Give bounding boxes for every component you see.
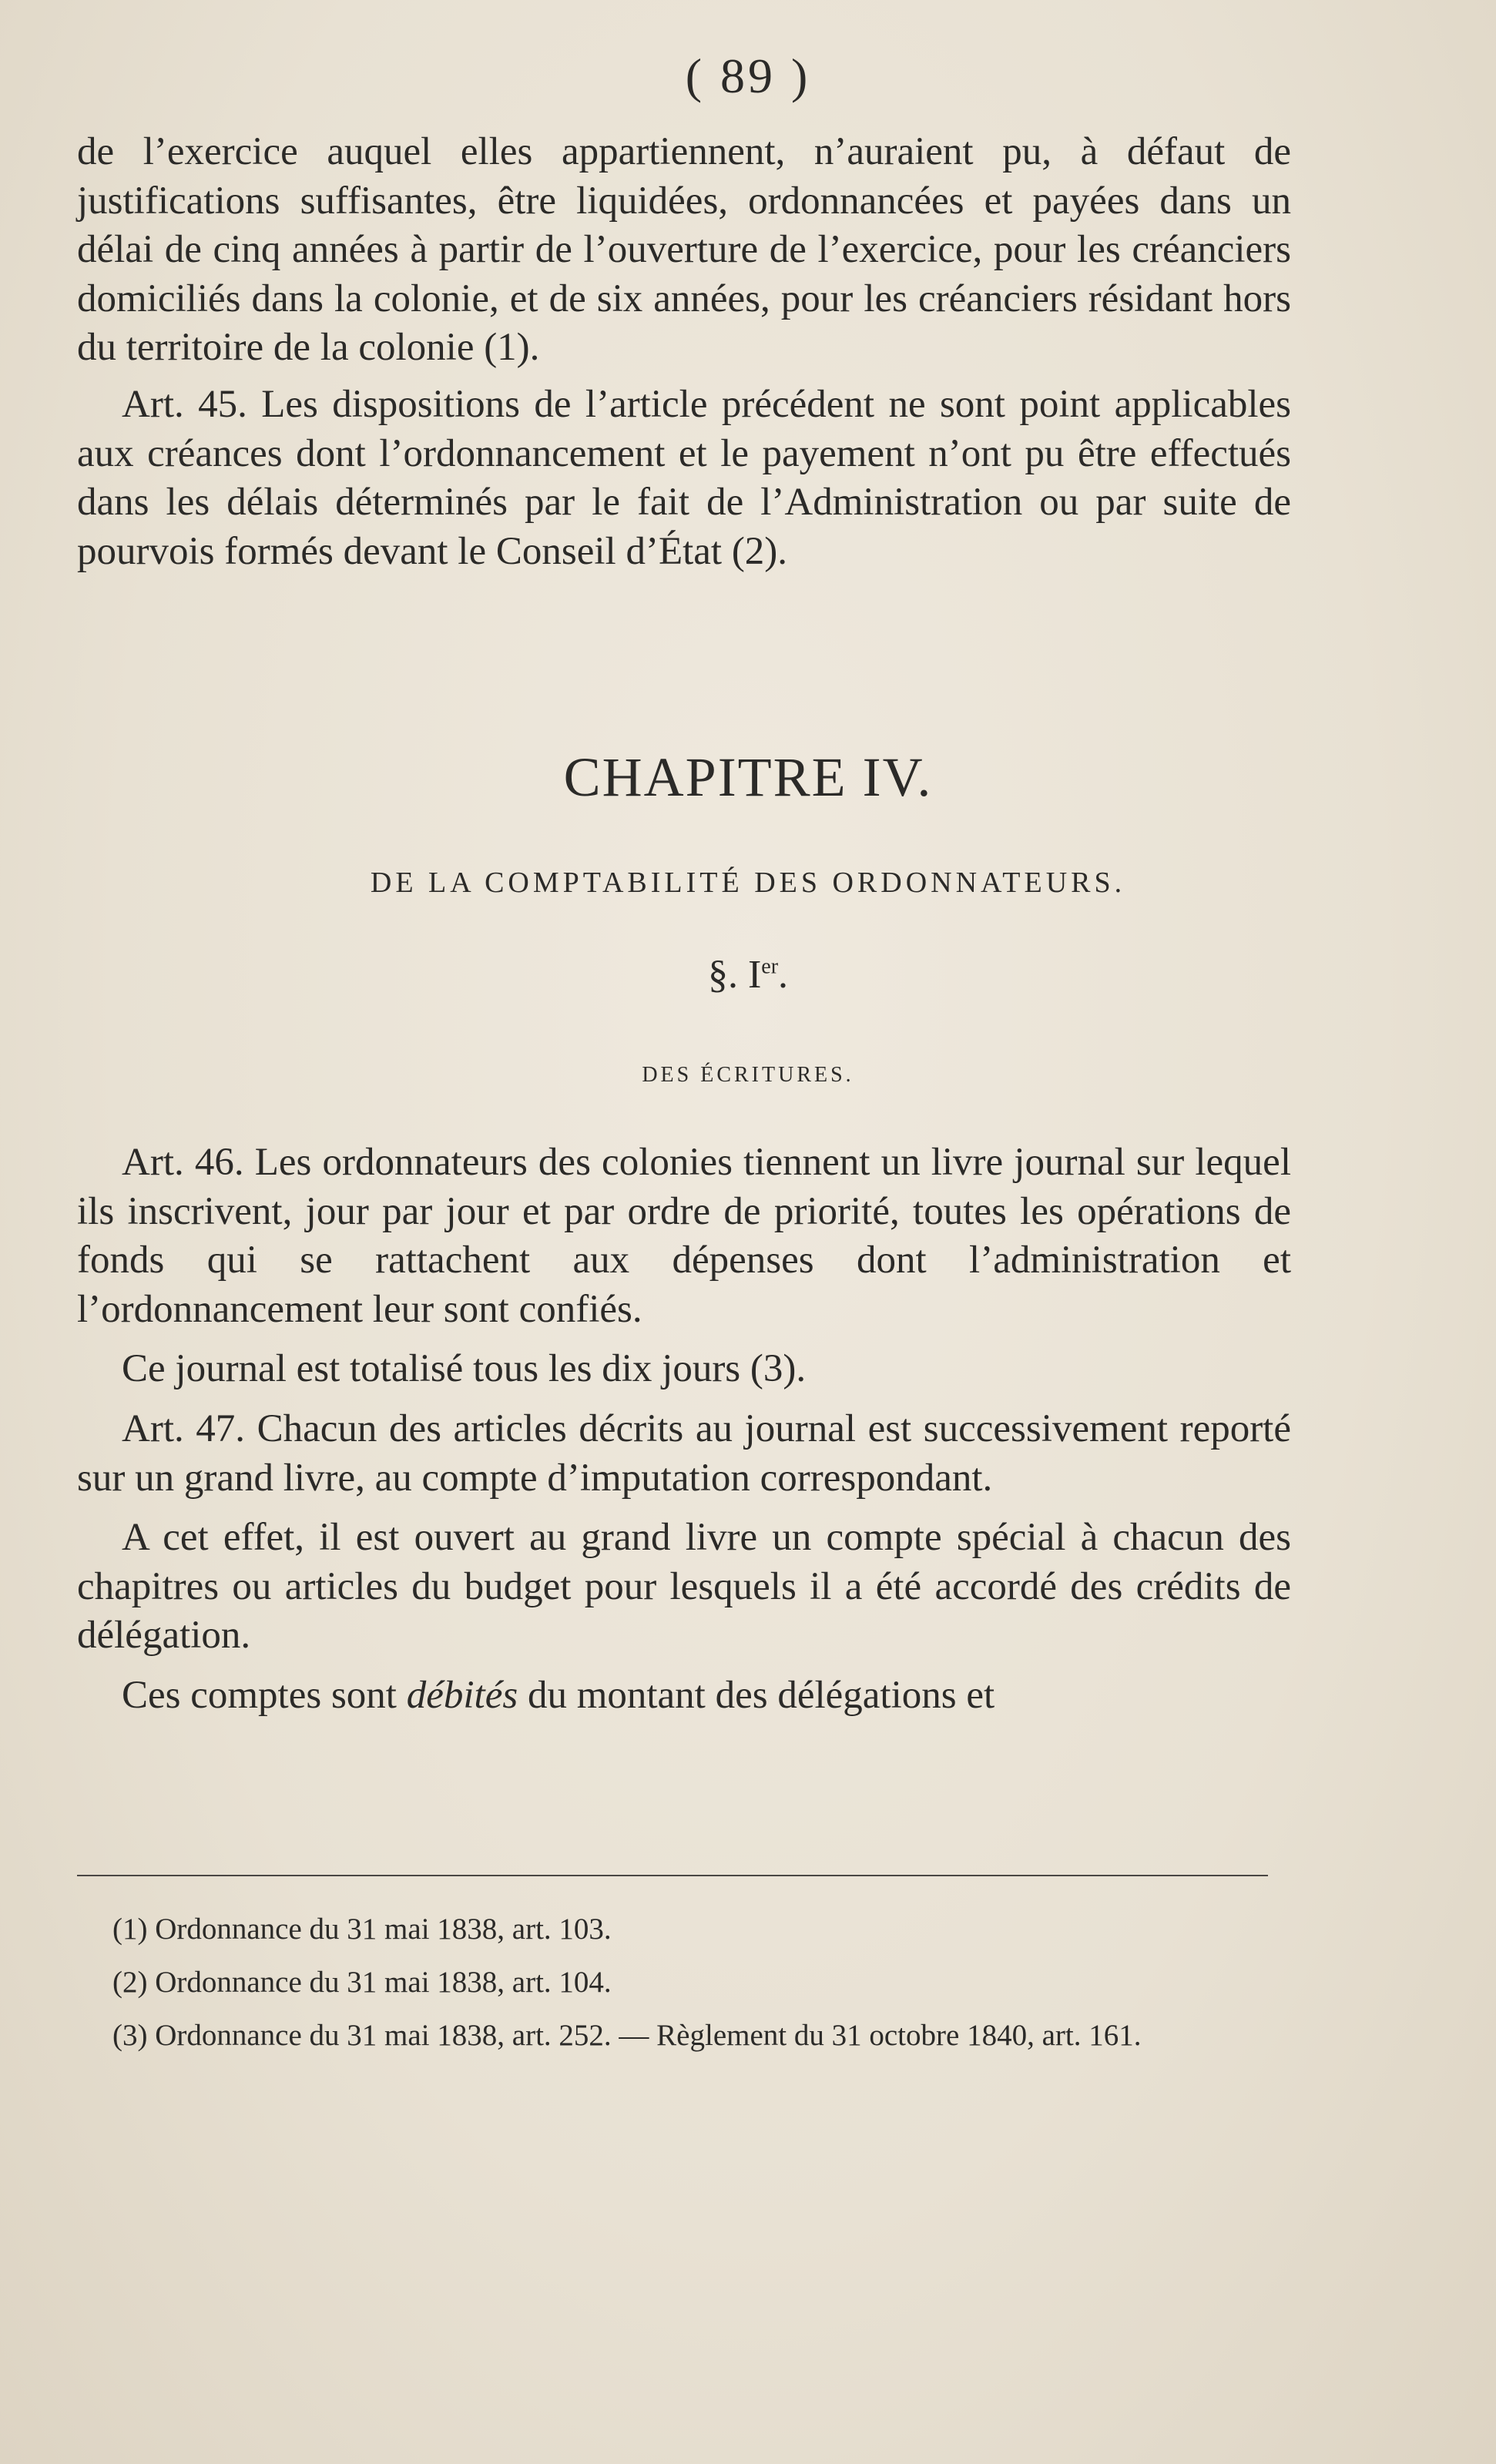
paragraph-continuation: de l’exercice auquel elles appartiennent, n’auraient pu, à défaut de justifications suffisantes, être liquidées, ordonnancées et payées dans un délai de cinq années à partir de l’ouverture de l’exercice, pour les créanciers domiciliés dans la colonie, et de six années, pour les créanciers résidant hors du territoire de la colonie (1). — [77, 130, 1291, 370]
comptes-before: Ces comptes sont — [122, 1673, 407, 1717]
section-title: DES ÉCRITURES. — [642, 1063, 854, 1087]
paragraph-journal: Ce journal est totalisé tous les dix jours (3). — [122, 1347, 807, 1391]
section-sign-end: . — [778, 953, 789, 997]
comptes-after: du montant des délégations et — [518, 1673, 995, 1717]
comptes-italic: débités — [406, 1673, 518, 1717]
footnotes — [77, 1907, 1291, 2057]
section-sign-superscript: er — [761, 954, 779, 979]
paragraph-art-46: Art. 46. Les ordonnateurs des colonies tiennent un livre journal sur lequel ils inscrivent, jour par jour et par ordre de priorité, toutes les opérations de fonds qui se rattachent aux dépenses dont l’administration et l’ordonnancement leur sont confiés. — [77, 1141, 1291, 1331]
paragraph-comptes — [77, 1671, 1291, 1721]
footnote-rule — [77, 1875, 1268, 1876]
top-text-block — [77, 128, 1291, 576]
paragraph-art-47: Art. 47. Chacun des articles décrits au journal est successivement reporté sur un grand livre, au compte d’imputation correspondant. — [77, 1406, 1291, 1500]
paragraph-art-45: Art. 45. Les dispositions de l’article précédent ne sont point applicables aux créances dont l’ordonnancement et le payement n’ont pu être effectués dans les délais déterminés par le fait de l’Administration ou par suite de pourvois formés devant le Conseil d’État (2). — [77, 382, 1291, 573]
section-sign-text: §. I — [707, 953, 762, 997]
footnote-1: (1) Ordonnance du 31 mai 1838, art. 103. — [112, 1913, 612, 1946]
page-number: ( 89 ) — [685, 49, 811, 103]
bottom-text-block — [77, 1138, 1291, 1721]
footnote-2: (2) Ordonnance du 31 mai 1838, art. 104. — [112, 1966, 612, 1999]
footnote-3: (3) Ordonnance du 31 mai 1838, art. 252. — Règlement du 31 octobre 1840, art. 161. — [112, 2019, 1142, 2052]
paragraph-grand-livre: A cet effet, il est ouvert au grand livre un compte spécial à chacun des chapitres ou articles du budget pour lesquels il a été accordé des crédits de délégation. — [77, 1516, 1291, 1658]
chapter-title: CHAPITRE IV. — [563, 746, 933, 808]
chapter-subtitle: DE LA COMPTABILITÉ DES ORDONNATEURS. — [370, 867, 1126, 899]
section-sign — [0, 952, 1496, 997]
